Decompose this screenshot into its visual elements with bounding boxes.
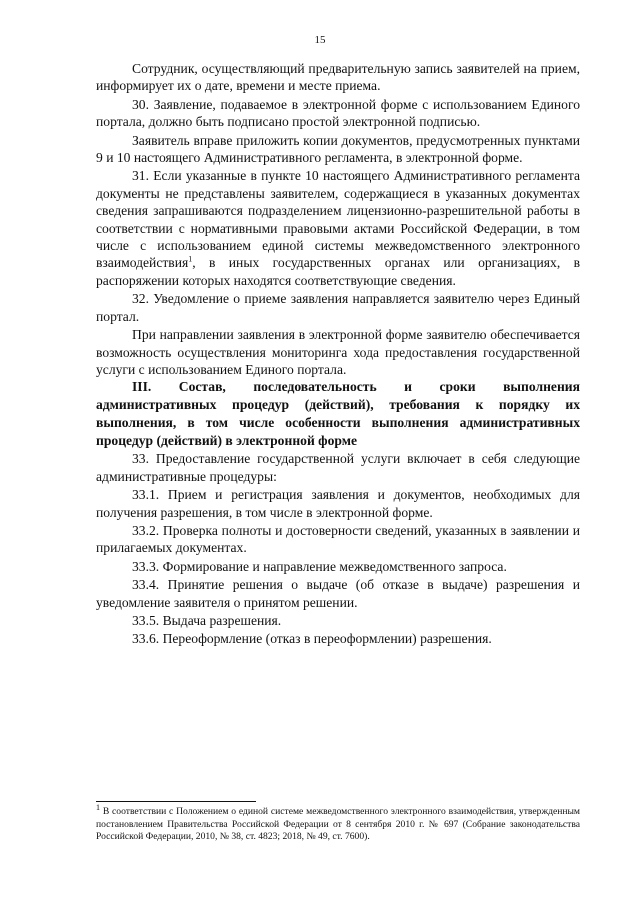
paragraph-33-6: 33.6. Переоформление (отказ в переоформлении) разрешения. (132, 631, 492, 647)
paragraph-31 (96, 167, 580, 289)
paragraph-monitoring: При направлении заявления в электронной форме заявителю обеспечивается возможность осуществления мониторинга хода предоставления государственной услуги с использованием Единого портала. (96, 327, 580, 377)
footnote-reference: 1 (188, 254, 193, 264)
paragraph-31-text-cont: , в иных государственных органах или организациях, в распоряжении которых находятся соответствующие сведения. (96, 255, 580, 288)
paragraph-33-3: 33.3. Формирование и направление межведомственного запроса. (132, 558, 507, 574)
document-body (96, 60, 580, 648)
section-heading: III. Состав, последовательность и сроки выполнения административных процедур (действий), требования к порядку их выполнения, в том числе особенности выполнения административных процедур (действий) в электронной форме (96, 379, 580, 449)
paragraph-33: 33. Предоставление государственной услуги включает в себя следующие административные процедуры: (96, 451, 580, 484)
footnote (96, 802, 580, 844)
paragraph-31-text: 31. Если указанные в пункте 10 настоящего Административного регламента документы не представлены заявителем, содержащиеся в указанных документах сведения запрашиваются подразделением лицензионно-разрешительной работы в соответствии с нормативными правовыми актами Российской Федерации, в том числе с использованием единой системы межведомственного электронного взаимодействия (96, 168, 580, 271)
paragraph-32: 32. Уведомление о приеме заявления направляется заявителю через Единый портал. (96, 291, 580, 324)
page-number: 15 (314, 34, 326, 46)
paragraph-33-5: 33.5. Выдача разрешения. (132, 612, 282, 628)
footnote-mark: 1 (96, 802, 100, 812)
paragraph-appointment-info: Сотрудник, осуществляющий предварительную запись заявителей на прием, информирует их о дате, времени и месте приема. (96, 61, 580, 94)
footnote-divider (96, 801, 256, 802)
paragraph-30: 30. Заявление, подаваемое в электронной форме с использованием Единого портала, должно быть подписано простой электронной подписью. (96, 96, 580, 130)
paragraph-33-2: 33.2. Проверка полноты и достоверности сведений, указанных в заявлении и прилагаемых документах. (96, 522, 580, 556)
footnote-text: В соответствии с Положением о единой системе межведомственного электронного взаимодействия, утвержденным постановлением Правительства Российской Федерации от 8 сентября 2010 г. № 697 (Собрание законодательства Российской Федерации, 2010, № 38, ст. 4823; 2018, № 49, ст. 7600). (96, 806, 580, 843)
paragraph-33-1: 33.1. Прием и регистрация заявления и документов, необходимых для получения разрешения, в том числе в электронной форме. (96, 487, 580, 520)
paragraph-33-4: 33.4. Принятие решения о выдаче (об отказе в выдаче) разрешения и уведомление заявителя о принятом решении. (96, 577, 580, 610)
paragraph-attach-copies: Заявитель вправе приложить копии документов, предусмотренных пунктами 9 и 10 настоящего Административного регламента, в электронной форме. (96, 132, 580, 166)
